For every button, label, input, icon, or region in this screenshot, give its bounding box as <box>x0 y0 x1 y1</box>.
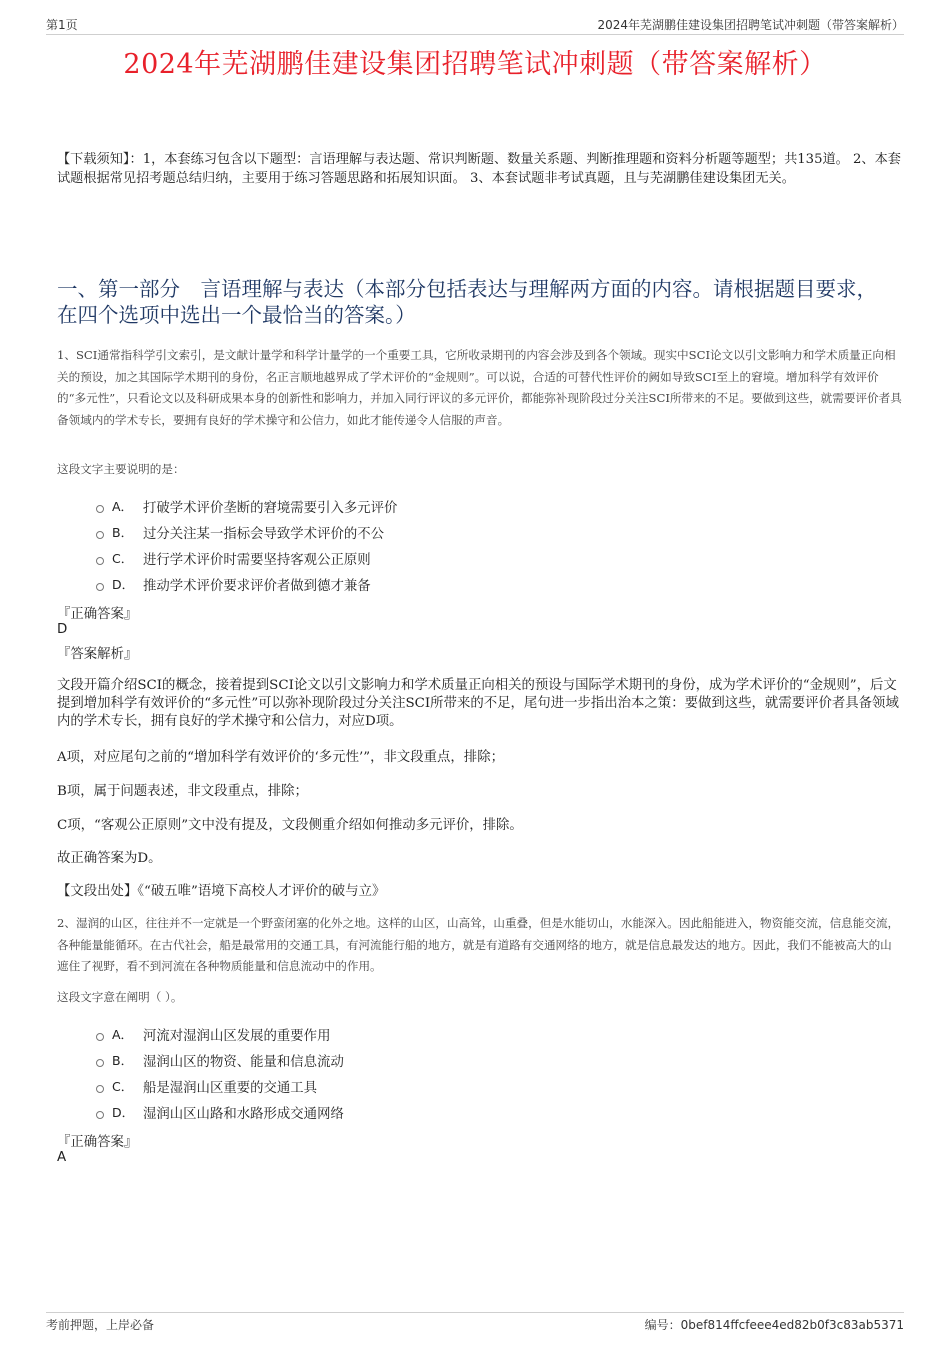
question-1-option-c[interactable] <box>96 545 397 571</box>
question-2-prompt: 这段文字意在阐明（ ）。 <box>57 990 183 1004</box>
question-1-analysis-c: C项，“客观公正原则”文中没有提及，文段侧重介绍如何推动多元评价，排除。 <box>57 818 523 833</box>
option-text: 进行学术评价时需要坚持客观公正原则 <box>143 552 371 568</box>
radio-icon[interactable] <box>96 1085 104 1093</box>
correct-answer-label: 『正确答案』 <box>57 607 138 622</box>
question-1-analysis-main: 文段开篇介绍SCI的概念，接着提到SCI论文以引文影响力和学术质量正向相关的预设与国际学术期刊的身份，成为学术评价的“金规则”，后文提到增加科学有效评价的“多元性”可以弥补现阶段过分关注SCI所带来的不足，尾句进一步指出治本之策：要做到这些，就需要评价者具备领域内的学术专长，拥有良好的学术操守和公信力，对应D项。 <box>57 678 899 729</box>
option-letter: A． <box>112 499 134 514</box>
section-title: 一、第一部分 言语理解与表达（本部分包括表达与理解两方面的内容。请根据题目要求，在四个选项中选出一个最恰当的答案。） <box>57 277 877 327</box>
question-2-option-b[interactable] <box>96 1047 344 1073</box>
option-text: 湿润山区的物资、能量和信息流动 <box>143 1054 344 1070</box>
option-letter: A． <box>112 1027 134 1042</box>
option-text: 打破学术评价垄断的窘境需要引入多元评价 <box>143 500 398 516</box>
option-text: 湿润山区山路和水路形成交通网络 <box>143 1106 344 1122</box>
footer-slogan: 考前押题，上岸必备 <box>46 1318 155 1332</box>
correct-answer-label-2: 『正确答案』 <box>57 1135 138 1150</box>
question-1-option-b[interactable] <box>96 519 397 545</box>
radio-icon[interactable] <box>96 1033 104 1041</box>
radio-icon[interactable] <box>96 505 104 513</box>
radio-icon[interactable] <box>96 1059 104 1067</box>
option-text: 过分关注某一指标会导致学术评价的不公 <box>143 526 385 542</box>
download-notice: 【下载须知】：1，本套练习包含以下题型：言语理解与表达题、常识判断题、数量关系题、判断推理题和资料分析题等题型；共135道。 2、本套试题根据常见招考题总结归纳，主要用于练习答题思路和拓展知识面。 3、本套试题非考试真题，且与芜湖鹏佳建设集团无关。 <box>57 152 901 186</box>
question-1-options <box>96 493 397 597</box>
question-2-option-d[interactable] <box>96 1099 344 1125</box>
question-1-text: 1、SCI通常指科学引文索引，是文献计量学和科学计量学的一个重要工具，它所收录期刊的内容会涉及到各个领域。现实中SCI论文以引文影响力和学术质量正向相关的预设，加之其国际学术期刊的身份，名正言顺地越界成了学术评价的“金规则”。可以说，合适的可替代性评价的阙如导致SCI至上的窘境。增加科学有效评价的“多元性”，只看论文以及科研成果本身的创新性和影响力，并加入同行评议的多元评价，都能弥补现阶段过分关注SCI所带来的不足。要做到这些，就需要评价者具备领域内的学术专长，要拥有良好的学术操守和公信力，如此才能传递令人信服的声音。 <box>57 348 902 427</box>
question-1-option-d[interactable] <box>96 571 397 597</box>
option-letter: C． <box>112 551 134 566</box>
question-1-answer: D <box>57 622 68 637</box>
question-2-answer: A <box>57 1150 67 1165</box>
option-letter: B． <box>112 525 134 540</box>
analysis-label: 『答案解析』 <box>57 647 138 662</box>
question-2-option-c[interactable] <box>96 1073 344 1099</box>
radio-icon[interactable] <box>96 1111 104 1119</box>
option-text: 河流对湿润山区发展的重要作用 <box>143 1028 331 1044</box>
footer-code-label: 编号： <box>644 1318 681 1332</box>
option-text: 推动学术评价要求评价者做到德才兼备 <box>143 578 371 594</box>
doc-title: 2024年芜湖鹏佳建设集团招聘笔试冲刺题（带答案解析） <box>123 49 827 80</box>
question-1-option-a[interactable] <box>96 493 397 519</box>
page-footer <box>46 1312 904 1333</box>
header-doc-title: 2024年芜湖鹏佳建设集团招聘笔试冲刺题（带答案解析） <box>597 18 904 32</box>
option-letter: D． <box>112 1105 135 1120</box>
question-1-analysis-a: A项，对应尾句之前的“增加科学有效评价的‘多元性’”，非文段重点，排除； <box>57 750 504 765</box>
question-2-options <box>96 1021 344 1125</box>
option-letter: D． <box>112 577 135 592</box>
radio-icon[interactable] <box>96 531 104 539</box>
option-letter: B． <box>112 1053 134 1068</box>
question-1-analysis-conclusion: 故正确答案为D。 <box>57 851 162 866</box>
question-1-analysis-b: B项，属于问题表述，非文段重点，排除； <box>57 784 308 799</box>
option-text: 船是湿润山区重要的交通工具 <box>143 1080 318 1096</box>
footer-code-value: 0bef814ffcfeee4ed82b0f3c83ab5371 <box>680 1318 904 1332</box>
footer-code <box>645 1316 904 1333</box>
radio-icon[interactable] <box>96 557 104 565</box>
page-header <box>46 14 904 35</box>
radio-icon[interactable] <box>96 583 104 591</box>
option-letter: C． <box>112 1079 134 1094</box>
question-1-source: 【文段出处】《“破五唯”语境下高校人才评价的破与立》 <box>57 884 386 899</box>
question-1-prompt: 这段文字主要说明的是： <box>57 462 185 476</box>
question-2-text: 2、湿润的山区，往往并不一定就是一个野蛮闭塞的化外之地。这样的山区，山高耸，山重叠，但是水能切山，水能深入。因此船能进入，物资能交流，信息能交流，各种能量能循环。在古代社会，船是最常用的交通工具，有河流能行船的地方，就是有道路有交通网络的地方，就是信息最发达的地方。因此，我们不能被高大的山遮住了视野，看不到河流在各种物质能量和信息流动中的作用。 <box>57 916 900 974</box>
page-number: 第1页 <box>46 18 78 32</box>
question-2-option-a[interactable] <box>96 1021 344 1047</box>
